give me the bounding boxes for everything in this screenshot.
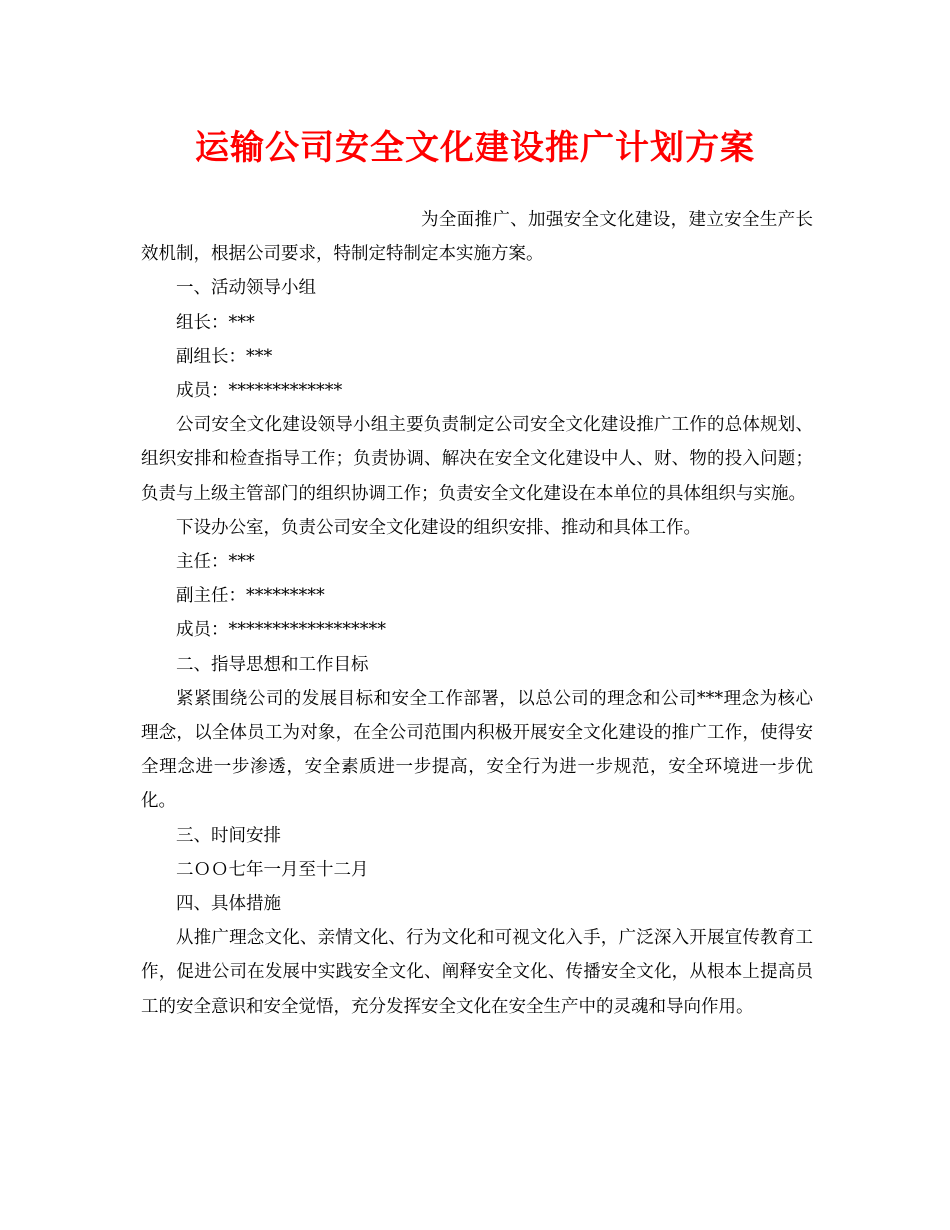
schedule-line: 二ＯＯ七年一月至十二月 xyxy=(176,859,369,880)
office-members-line: 成员：****************** xyxy=(176,620,386,641)
office-deputy-director-line: 副主任：********* xyxy=(176,586,325,607)
section-heading-measures: 四、具体措施 xyxy=(176,894,281,915)
group-members-line: 成员：************* xyxy=(176,381,343,402)
deputy-group-leader-line: 副组长：*** xyxy=(176,346,273,367)
section-heading-schedule: 三、时间安排 xyxy=(176,825,281,846)
office-setup-paragraph: 下设办公室，负责公司安全文化建设的组织安排、推动和具体工作。 xyxy=(176,517,701,538)
document-title: 运输公司安全文化建设推广计划方案 xyxy=(195,128,755,168)
group-leader-line: 组长：*** xyxy=(176,312,255,333)
intro-paragraph: 为全面推广、加强安全文化建设，建立安全生产长效机制，根据公司要求，特制定特制定本实施方案。 xyxy=(141,210,813,265)
leadership-duties-paragraph: 公司安全文化建设领导小组主要负责制定公司安全文化建设推广工作的总体规划、组织安排和检查指导工作；负责协调、解决在安全文化建设中人、财、物的投入问题；负责与上级主管部门的组织协调工作；负责安全文化建设在本单位的具体组织与实施。 xyxy=(141,415,813,504)
office-director-line: 主任：*** xyxy=(176,552,255,573)
section-heading-guiding-ideas: 二、指导思想和工作目标 xyxy=(176,654,369,675)
guiding-ideas-paragraph: 紧紧围绕公司的发展目标和安全工作部署，以总公司的理念和公司***理念为核心理念，以全体员工为对象，在全公司范围内积极开展安全文化建设的推广工作，使得安全理念进一步渗透，安全素质进一步提高，安全行为进一步规范，安全环境进一步优化。 xyxy=(141,688,813,812)
section-heading-leadership-group: 一、活动领导小组 xyxy=(176,278,316,299)
document-body xyxy=(141,203,813,1024)
measures-paragraph: 从推广理念文化、亲情文化、行为文化和可视文化入手，广泛深入开展宣传教育工作，促进公司在发展中实践安全文化、阐释安全文化、传播安全文化，从根本上提高员工的安全意识和安全觉悟，充分发挥安全文化在安全生产中的灵魂和导向作用。 xyxy=(141,928,813,1017)
